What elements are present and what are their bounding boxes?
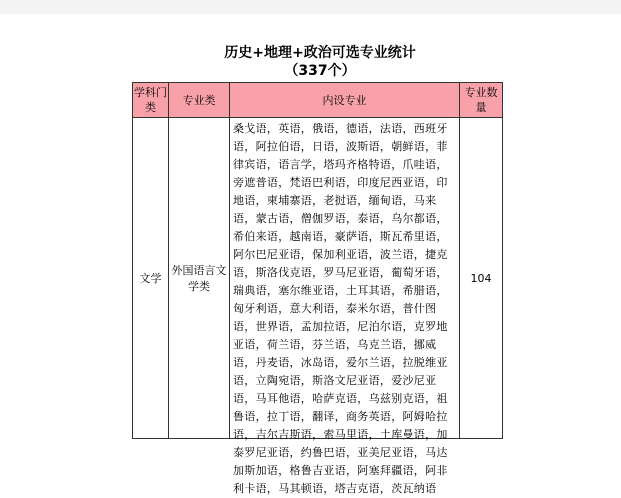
majors-text: 桑戈语，英语，俄语，德语，法语，西班牙语，阿拉伯语，日语，波斯语，朝鲜语，菲律宾语，语言学，塔玛齐格特语，爪哇语，旁遮普语，梵语巴利语，印度尼西亚语，印地语，柬埔寨语，老挝语，缅甸语，马来语，蒙古语，僧伽罗语，泰语，乌尔都语，希伯来语，越南语，豪萨语，斯瓦希里语，阿尔巴尼亚语，保加利亚语，波兰语，捷克语，斯洛伐克语，罗马尼亚语，葡萄牙语，瑞典语，塞尔维亚语，土耳其语，希腊语，匈牙利语，意大利语，泰米尔语，普什图语，世界语，孟加拉语，尼泊尔语，克罗地亚语，荷兰语，芬兰语，乌克兰语，挪威语，丹麦语，冰岛语，爱尔兰语，拉脱维亚语，立陶宛语，斯洛文尼亚语，爱沙尼亚语，马耳他语，哈萨克语，乌兹别克语，祖鲁语，拉丁语，翻译，商务英语，阿姆哈拉语，吉尔吉斯语，索马里语，土库曼语，加泰罗尼亚语，约鲁巴语，亚美尼亚语，马达加斯加语，格鲁吉亚语，阿塞拜疆语，阿非利卡语，马其顿语，塔吉克语，茨瓦纳语: [233, 122, 448, 495]
header-discipline: 学科门类: [133, 83, 169, 118]
header-majors: 内设专业: [230, 83, 460, 118]
cell-category: 外国语言文学类: [169, 118, 230, 439]
cell-majors: [230, 118, 460, 495]
table-row: [133, 118, 503, 439]
majors-table: [132, 82, 503, 495]
top-toolbar-strip: [0, 0, 621, 14]
table-header-row: [133, 83, 503, 118]
page-title: 历史+地理+政治可选专业统计: [224, 45, 416, 61]
page-subtitle: （337个）: [284, 63, 356, 79]
header-category: 专业类: [169, 83, 230, 118]
cell-count: 104: [460, 118, 503, 439]
cell-discipline: 文学: [133, 118, 169, 439]
header-count: 专业数量: [460, 83, 503, 118]
